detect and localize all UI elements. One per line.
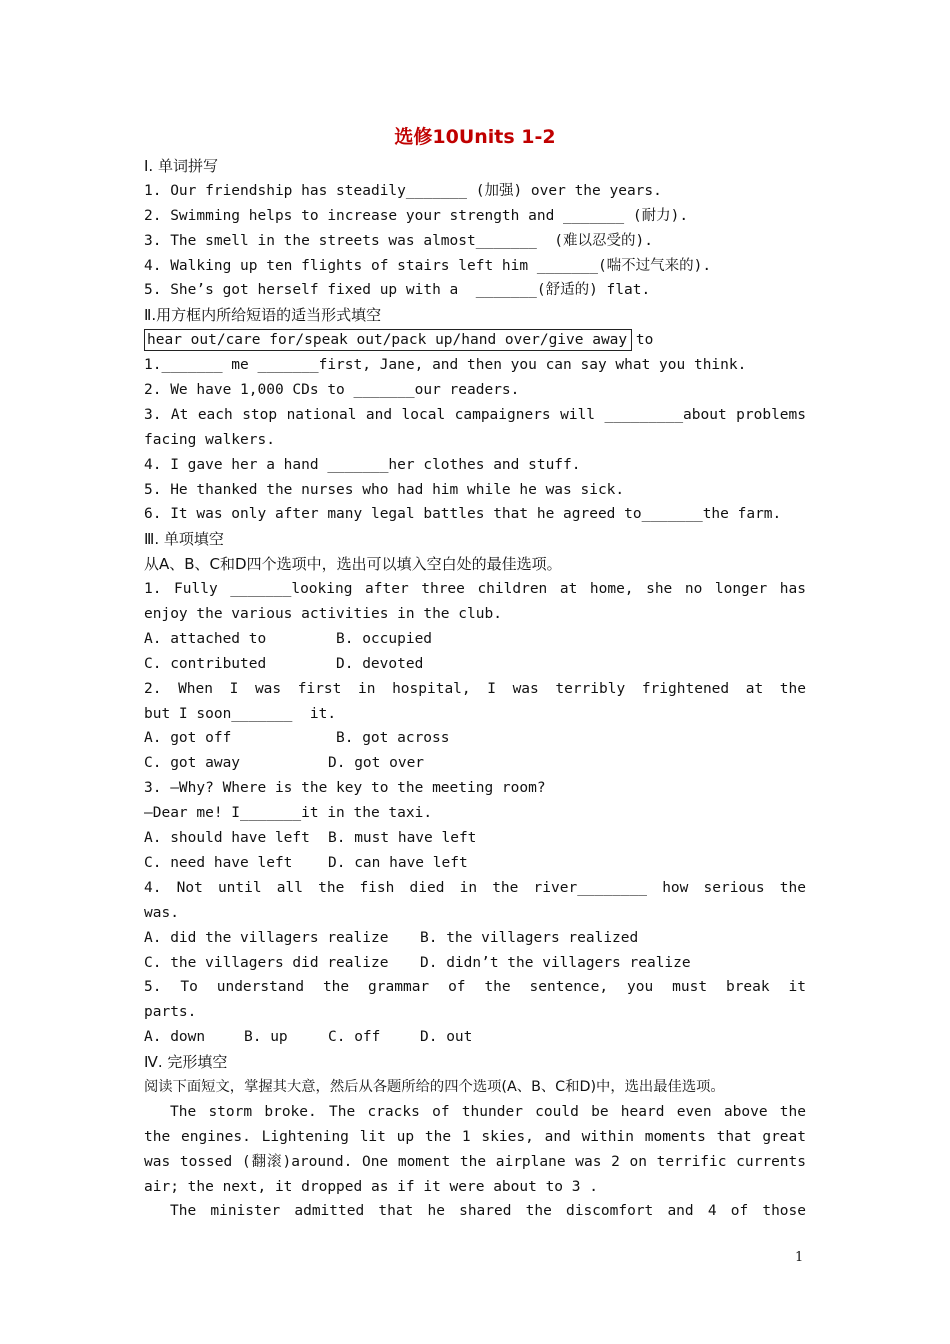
q1-option-c: C. contributed: [144, 655, 267, 672]
passage-line-3: was tossed (翻滚)around. One moment the airplane was 2 on terrific currents: [144, 1153, 806, 1170]
s2-item-5: 5. He thanked the nurses who had him while he was sick.: [144, 481, 625, 498]
s1-item-3: 3. The smell in the streets was almost_______ (难以忍受的).: [144, 232, 653, 249]
passage-line-1: The storm broke. The cracks of thunder could be heard even above the: [170, 1103, 806, 1120]
s1-item-5: 5. She’s got herself fixed up with a _______(舒适的) flat.: [144, 282, 651, 299]
q5-option-c: C. off: [328, 1029, 381, 1046]
q2-options-cd: [144, 751, 806, 776]
q1-option-a: A. attached to: [144, 630, 267, 647]
s2-item-3-cont: facing walkers.: [144, 431, 275, 448]
s2-item-4: 4. I gave her a hand _______her clothes and stuff.: [144, 456, 581, 473]
q3-option-d: D. can have left: [328, 854, 468, 871]
q3-stem: 3. —Why? Where is the key to the meeting room?: [144, 780, 546, 797]
q1-stem-cont: enjoy the various activities in the club.: [144, 606, 502, 623]
passage-line-5: The minister admitted that he shared the discomfort and 4 of those: [170, 1203, 806, 1220]
q3-option-a: A. should have left: [144, 830, 310, 847]
section-3-instruction: 从A、B、C和D四个选项中，选出可以填入空白处的最佳选项。: [144, 555, 562, 574]
q3-stem-cont: —Dear me! I_______it in the taxi.: [144, 805, 433, 822]
q5-option-b: B. up: [244, 1029, 288, 1046]
q3-option-c: C. need have left: [144, 854, 293, 871]
q4-option-c: C. the villagers did realize: [144, 954, 389, 971]
q3-options-cd: [144, 851, 806, 876]
s1-item-2: 2. Swimming helps to increase your strength and _______ (耐力).: [144, 207, 689, 224]
s1-item-4: 4. Walking up ten flights of stairs left him _______(喘不过气来的).: [144, 257, 712, 274]
passage-line-4: air; the next, it dropped as if it were about to 3 .: [144, 1178, 598, 1195]
q1-stem: 1. Fully _______looking after three children at home, she no longer has: [144, 581, 806, 598]
passage-line-2: the engines. Lightening lit up the 1 skies, and within moments that great: [144, 1128, 806, 1145]
q4-stem: 4. Not until all the fish died in the river________ how serious the: [144, 879, 806, 896]
q4-stem-cont: was.: [144, 904, 179, 921]
q4-options-cd: [144, 951, 806, 976]
q5-stem-cont: parts.: [144, 1004, 197, 1021]
q2-options-ab: [144, 726, 806, 751]
q3-options-ab: [144, 826, 806, 851]
page-number: 1: [795, 1250, 804, 1265]
q5-option-d: D. out: [420, 1029, 473, 1046]
section-1-heading: Ⅰ. 单词拼写: [144, 157, 218, 175]
q2-option-b: B. got across: [336, 730, 450, 747]
q1-option-d: D. devoted: [336, 655, 424, 672]
s2-item-2: 2. We have 1,000 CDs to _______our readers.: [144, 382, 520, 399]
section-4-heading: Ⅳ. 完形填空: [144, 1053, 228, 1072]
q1-options-ab: [144, 627, 806, 652]
q4-option-a: A. did the villagers realize: [144, 929, 389, 946]
q5-stem: 5. To understand the grammar of the sentence, you must break it: [144, 979, 806, 996]
s2-item-3: 3. At each stop national and local campaigners will _________about problems: [144, 406, 806, 423]
q2-stem: 2. When I was first in hospital, I was terribly frightened at the: [144, 680, 806, 697]
section-4-instruction: 阅读下面短文，掌握其大意，然后从各题所给的四个选项(A、B、C和D)中，选出最佳选项。: [144, 1078, 725, 1095]
q1-option-b: B. occupied: [336, 630, 433, 647]
section-3-heading: Ⅲ. 单项填空: [144, 530, 224, 549]
section-2-heading: Ⅱ.用方框内所给短语的适当形式填空: [144, 306, 382, 325]
q1-options-cd: [144, 652, 806, 677]
page-title: 选修10Units 1-2: [394, 126, 556, 148]
q2-stem-cont: but I soon_______ it.: [144, 705, 337, 722]
s1-item-1: 1. Our friendship has steadily_______ (加强) over the years.: [144, 182, 662, 199]
q2-option-d: D. got over: [328, 755, 425, 772]
document-body: [144, 120, 806, 1224]
q4-option-d: D. didn’t the villagers realize: [420, 954, 691, 971]
q5-options: [144, 1025, 806, 1050]
phrase-box-row: [144, 328, 806, 353]
q4-options-ab: [144, 926, 806, 951]
q2-option-a: A. got off: [144, 730, 232, 747]
s2-item-6: 6. It was only after many legal battles that he agreed to_______the farm.: [144, 506, 782, 523]
q2-option-c: C. got away: [144, 755, 241, 772]
q4-option-b: B. the villagers realized: [420, 929, 639, 946]
q5-option-a: A. down: [144, 1029, 206, 1046]
s2-item-1: 1._______ me _______first, Jane, and then you can say what you think.: [144, 357, 747, 374]
phrase-box: hear out/care for/speak out/pack up/hand over/give away to: [144, 329, 632, 351]
q3-option-b: B. must have left: [328, 830, 477, 847]
